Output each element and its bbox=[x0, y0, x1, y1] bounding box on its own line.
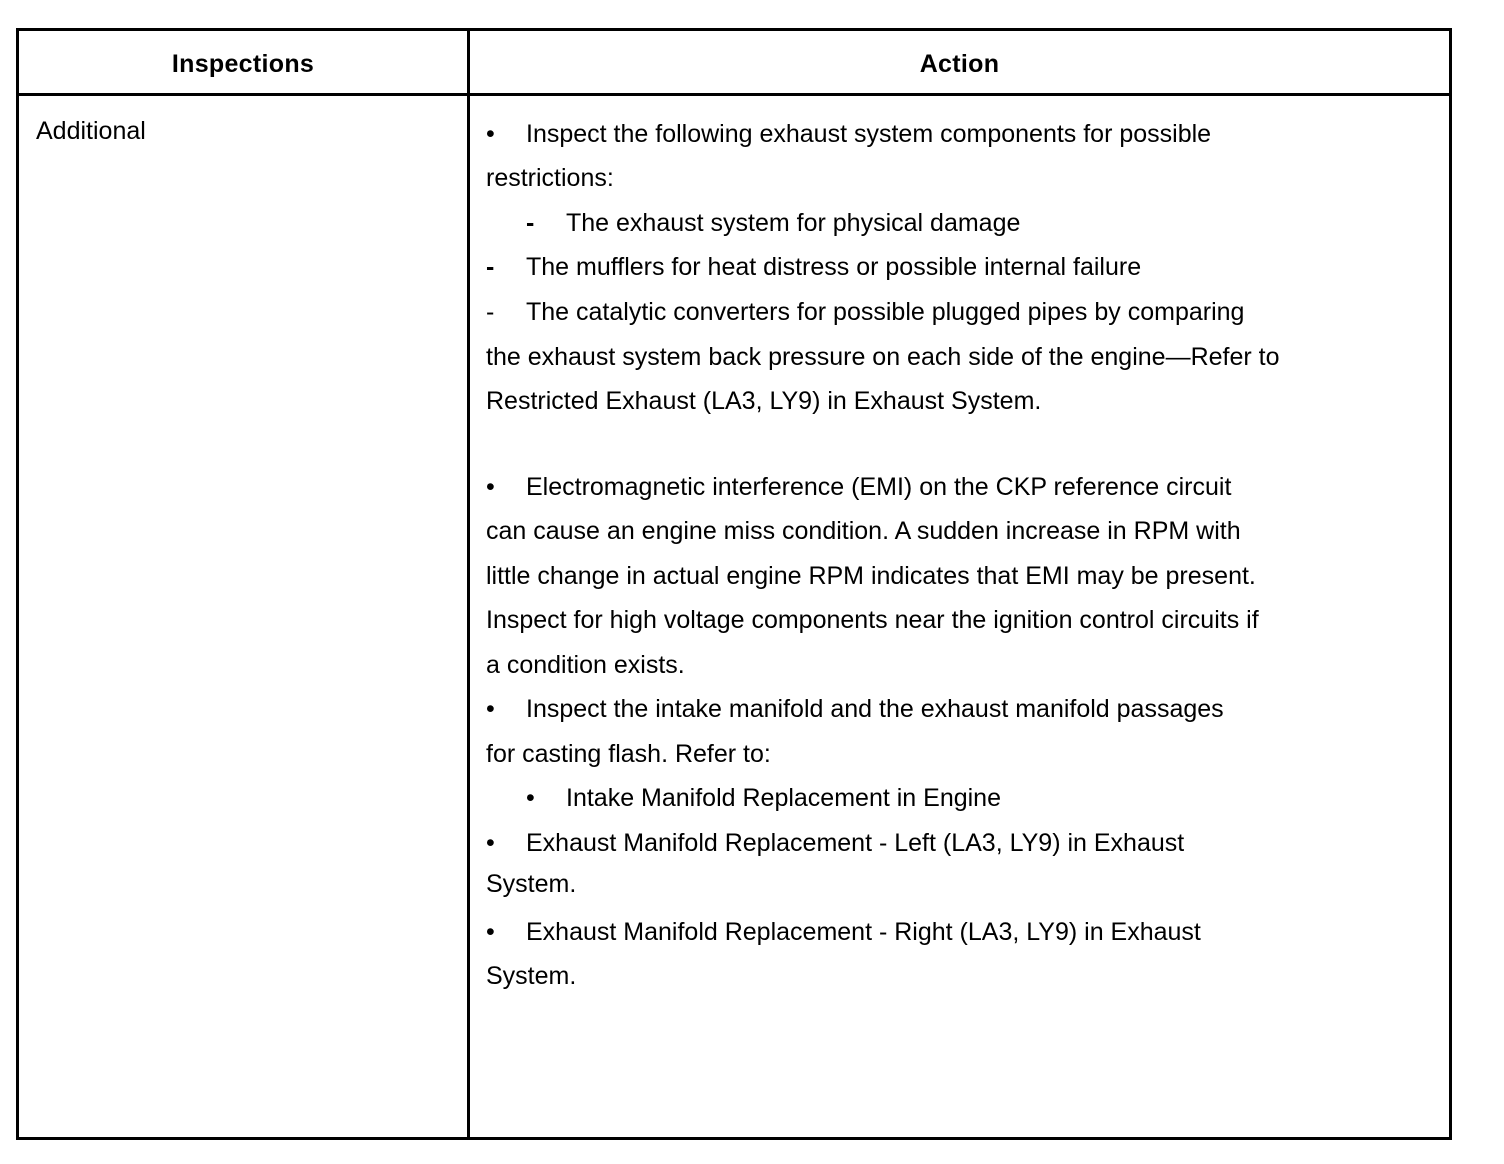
action-line: • Intake Manifold Replacement in Engine bbox=[526, 784, 1001, 812]
action-line: Restricted Exhaust (LA3, LY9) in Exhaust System. bbox=[486, 387, 1042, 415]
action-line: Inspect for high voltage components near the ignition control circuits if bbox=[486, 606, 1259, 634]
action-line: System. bbox=[486, 870, 577, 898]
header-action: Action bbox=[919, 50, 1000, 78]
action-line: the exhaust system back pressure on each side of the engine—Refer to bbox=[486, 343, 1280, 371]
action-line: for casting flash. Refer to: bbox=[486, 740, 771, 768]
action-line: • Electromagnetic interference (EMI) on the CKP reference circuit bbox=[486, 473, 1232, 501]
inspection-cell: Additional bbox=[36, 117, 146, 145]
dash-icon: - bbox=[486, 253, 495, 281]
action-line: • Inspect the intake manifold and the exhaust manifold passages bbox=[486, 695, 1224, 723]
action-line: restrictions: bbox=[486, 164, 614, 192]
bullet-icon: • bbox=[486, 120, 495, 148]
header-divider bbox=[19, 93, 1449, 96]
action-line: a condition exists. bbox=[486, 651, 685, 679]
bullet-icon: • bbox=[486, 918, 495, 946]
action-line: - The catalytic converters for possible plugged pipes by comparing bbox=[486, 298, 1245, 326]
dash-icon: - bbox=[486, 298, 495, 326]
action-line: little change in actual engine RPM indicates that EMI may be present. bbox=[486, 562, 1256, 590]
header-inspections: Inspections bbox=[171, 50, 315, 78]
column-divider bbox=[467, 31, 470, 1137]
bullet-icon: • bbox=[486, 829, 495, 857]
dash-icon: - bbox=[526, 209, 535, 237]
bullet-icon: • bbox=[486, 695, 495, 723]
bullet-icon: • bbox=[526, 784, 535, 812]
action-line: - The exhaust system for physical damage bbox=[526, 209, 1021, 237]
action-line: • Exhaust Manifold Replacement - Right (LA3, LY9) in Exhaust bbox=[486, 918, 1201, 946]
inspection-table bbox=[16, 28, 1452, 1140]
action-line: can cause an engine miss condition. A sudden increase in RPM with bbox=[486, 517, 1241, 545]
action-line: • Exhaust Manifold Replacement - Left (LA3, LY9) in Exhaust bbox=[486, 829, 1185, 857]
bullet-icon: • bbox=[486, 473, 495, 501]
action-line: • Inspect the following exhaust system components for possible bbox=[486, 120, 1212, 148]
action-line: - The mufflers for heat distress or possible internal failure bbox=[486, 253, 1142, 281]
action-line: System. bbox=[486, 962, 577, 990]
